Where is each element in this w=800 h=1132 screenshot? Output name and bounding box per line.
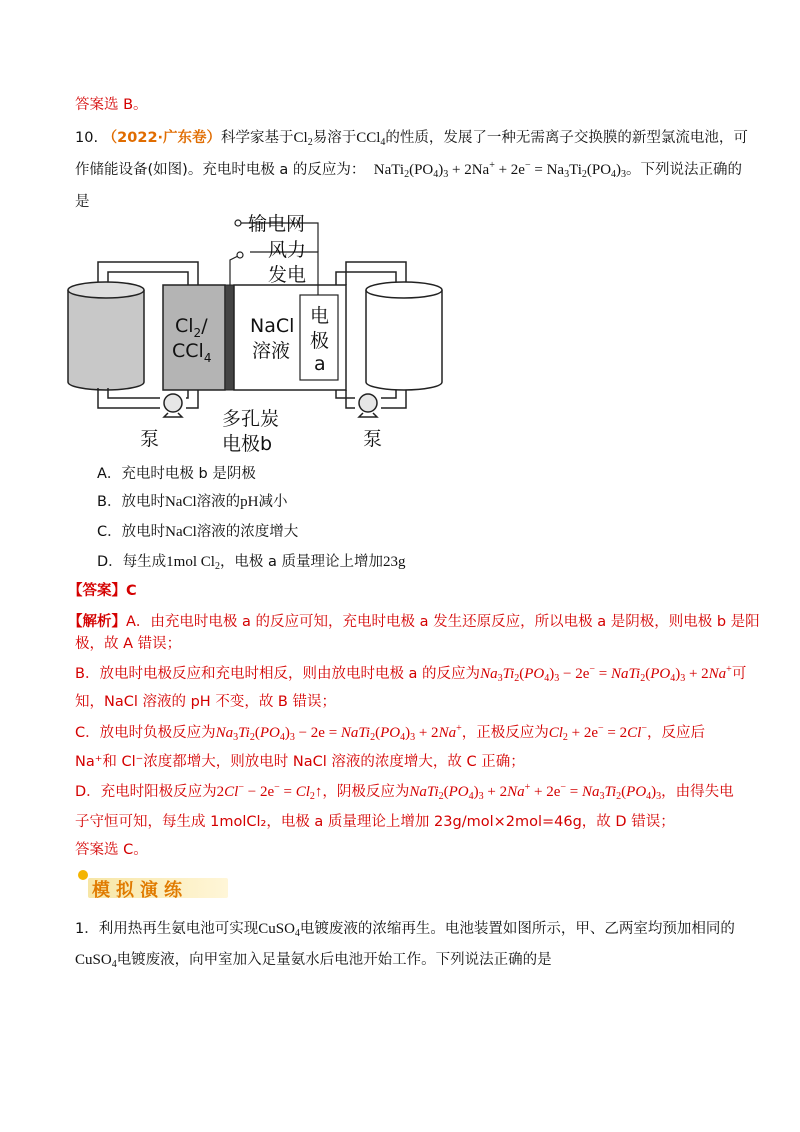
analysis-c-line-2: Na⁺和 Cl⁻浓度都增大，则放电时 NaCl 溶液的浓度增大，故 C 正确；: [75, 754, 525, 770]
wind-label-1: 风力: [268, 239, 307, 261]
question-1-line-2: CuSO$_4$电镀废液，向甲室加入足量氨水后电池开始工作。下列说法正确的是: [75, 952, 552, 970]
option-b: B．放电时NaCl溶液的pH减小: [97, 494, 288, 510]
cl2-formula: $Cl_2$: [293, 130, 313, 148]
section-badge-label: 模拟演练: [92, 880, 188, 901]
porous-carbon-electrode-b: [225, 285, 234, 390]
previous-answer: 答案选 B。: [75, 97, 148, 113]
electrode-a-char-2: 极: [310, 330, 330, 352]
battery-diagram: [60, 210, 460, 460]
right-storage-tank: [366, 282, 442, 390]
question-text: 的性质，发展了一种无需离子交换膜的新型氯流电池，可: [385, 130, 748, 146]
right-pump-icon: [359, 394, 377, 417]
nacl-label: NaCl: [250, 315, 295, 337]
question-1-line-1: 1．利用热再生氨电池可实现CuSO$_4$电镀废液的浓缩再生。电池装置如图所示，甲、乙两室均预加相同的: [75, 921, 735, 939]
analysis-a-line-1: 【解析】A．由充电时电极 a 的反应可知，充电时电极 a 发生还原反应，所以电极 a 是阴极，则电极 b 是阳: [68, 614, 760, 630]
section-badge: [78, 870, 228, 901]
left-bottom-pipe: [98, 388, 198, 408]
left-storage-tank: [68, 282, 144, 390]
analysis-a-line-2: 极，故 A 错误；: [75, 636, 182, 652]
final-answer: 答案选 C。: [75, 842, 148, 858]
analysis-b-line-2: 知，NaCl 溶液的 pH 不变，故 B 错误；: [75, 694, 336, 710]
porous-carbon-label: 多孔炭: [222, 408, 280, 430]
ccl4-label: CCl$_4$: [172, 340, 212, 365]
question-10-line-3: 是: [75, 194, 90, 210]
electrode-b-label: 电极b: [222, 433, 273, 455]
badge-decoration-icon: [78, 870, 88, 880]
left-pump-label: 泵: [140, 428, 160, 450]
wind-label-2: 发电: [268, 264, 307, 286]
question-10-line-1: [75, 128, 748, 148]
question-source: （2022·广东卷）: [102, 130, 222, 146]
answer-label: 【答案】C: [68, 583, 137, 599]
option-c: C．放电时NaCl溶液的浓度增大: [97, 524, 299, 540]
left-pump-icon: [164, 394, 182, 417]
option-d: D．每生成1mol $Cl_2$，电极 a 质量理论上增加23g: [97, 554, 406, 572]
right-pump-label: 泵: [363, 428, 383, 450]
cl2-label: $Cl_2/$: [175, 315, 208, 340]
analysis-c-line-1: C．放电时负极反应为$Na_3Ti_2(PO_4)_3 - 2e$ = $NaTi_2(PO_4)_3 + 2Na^+$，正极反应为$Cl_2 + 2e^- = 2Cl^-$，反应后: [75, 723, 705, 743]
electrode-a-char-3: a: [314, 353, 326, 375]
ccl4-formula: CCl$_4$: [356, 130, 386, 148]
question-text: 作储能设备(如图)。充电时电极 a 的反应为：: [75, 162, 366, 178]
solution-label: 溶液: [252, 340, 291, 362]
question-text: 。下列说法正确的: [626, 162, 743, 178]
question-10-line-2: [75, 160, 742, 180]
charge-reaction-equation: $NaTi_2(PO_4)_3 + 2Na^+ + 2e^- = Na_3Ti_2(PO_4)_3$: [370, 160, 627, 180]
switch-contact-icon: [237, 252, 243, 258]
analysis-d-line-1: D．充电时阳极反应为$2Cl^- - 2e^- = Cl_2↑$，阴极反应为$NaTi_2(PO_4)_3 + 2Na^+ + 2e^- = Na_3Ti_2(PO_4)_3$，由得失电: [75, 782, 734, 802]
grid-label: 输电网: [248, 213, 306, 235]
question-text: 易溶于: [312, 130, 357, 146]
analysis-b-line-1: B．放电时电极反应和充电时相反，则由放电时电极 a 的反应为$Na_3Ti_2(PO_4)_3 - 2e^-$ = $NaTi_2(PO_4)_3 + 2Na^+$可: [75, 664, 747, 684]
grid-terminal-icon: [235, 220, 241, 226]
question-text: 科学家基于: [221, 130, 294, 146]
question-number: 10.: [75, 130, 99, 146]
analysis-d-line-2: 子守恒可知，每生成 1molCl₂，电极 a 质量理论上增加 23g/mol×2mol=46g，故 D 错误；: [75, 814, 675, 830]
electrode-a-char-1: 电: [310, 305, 330, 327]
option-a: A．充电时电极 b 是阴极: [97, 466, 256, 482]
